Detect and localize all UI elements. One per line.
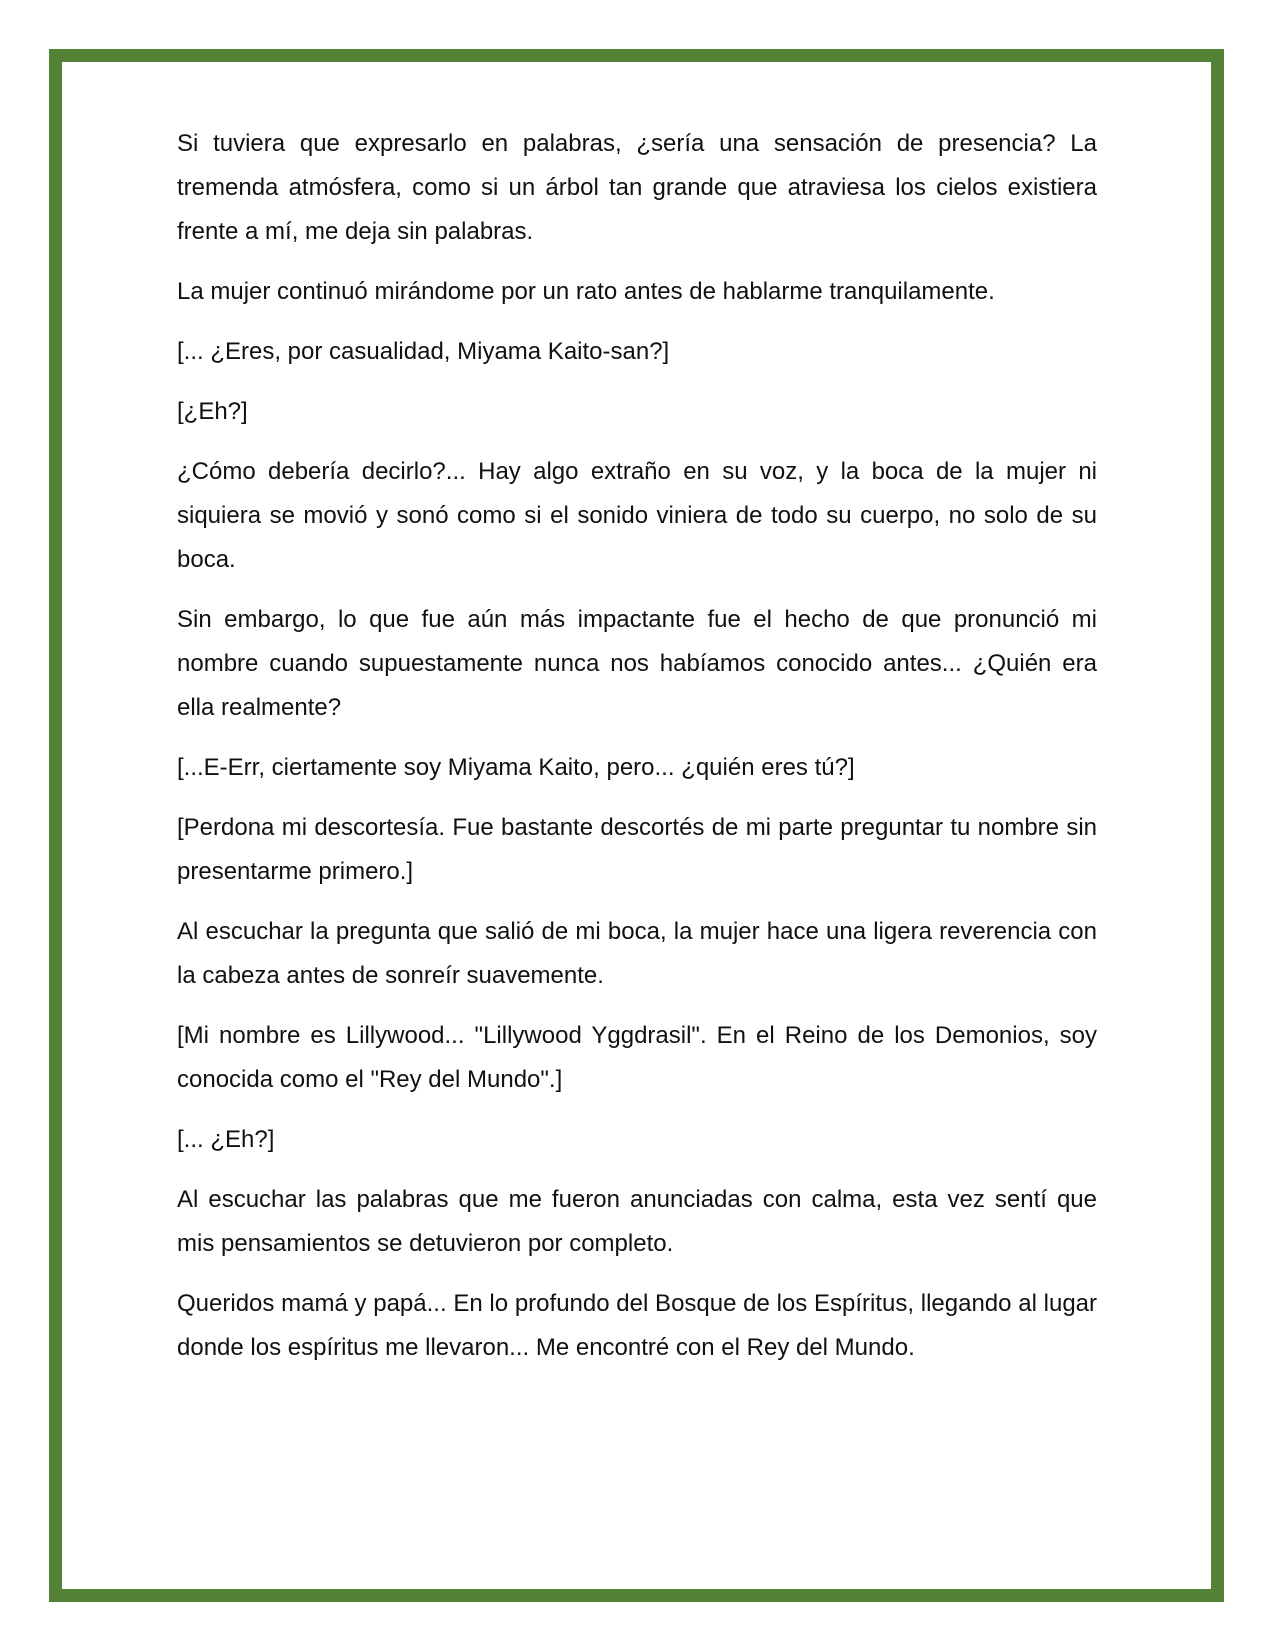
paragraph: Al escuchar las palabras que me fueron anunciadas con calma, esta vez sentí que mis pensamientos se detuvieron por completo. (177, 1186, 1097, 1257)
paragraph: Al escuchar la pregunta que salió de mi boca, la mujer hace una ligera reverencia con la cabeza antes de sonreír suavemente. (177, 918, 1097, 989)
paragraph: Si tuviera que expresarlo en palabras, ¿sería una sensación de presencia? La tremenda atmósfera, como si un árbol tan grande que atraviesa los cielos existiera frente a mí, me deja sin palabras. (177, 130, 1097, 245)
dialogue-line: [Perdona mi descortesía. Fue bastante descortés de mi parte preguntar tu nombre sin presentarme primero.] (177, 814, 1097, 885)
document-body (177, 122, 1097, 1386)
paragraph: Sin embargo, lo que fue aún más impactante fue el hecho de que pronunció mi nombre cuando supuestamente nunca nos habíamos conocido antes... ¿Quién era ella realmente? (177, 606, 1097, 721)
dialogue-line: [Mi nombre es Lillywood... "Lillywood Yggdrasil". En el Reino de los Demonios, soy conocida como el "Rey del Mundo".] (177, 1022, 1097, 1093)
dialogue-line: [... ¿Eh?] (177, 1126, 275, 1153)
paragraph: Queridos mamá y papá... En lo profundo del Bosque de los Espíritus, llegando al lugar donde los espíritus me llevaron... Me encontré con el Rey del Mundo. (177, 1290, 1097, 1361)
dialogue-line: [...E-Err, ciertamente soy Miyama Kaito, pero... ¿quién eres tú?] (177, 754, 855, 781)
dialogue-line: [... ¿Eres, por casualidad, Miyama Kaito-san?] (177, 338, 670, 365)
paragraph: ¿Cómo debería decirlo?... Hay algo extraño en su voz, y la boca de la mujer ni siquiera se movió y sonó como si el sonido viniera de todo su cuerpo, no solo de su boca. (177, 458, 1097, 573)
paragraph: La mujer continuó mirándome por un rato antes de hablarme tranquilamente. (177, 278, 995, 305)
dialogue-line: [¿Eh?] (177, 398, 248, 425)
